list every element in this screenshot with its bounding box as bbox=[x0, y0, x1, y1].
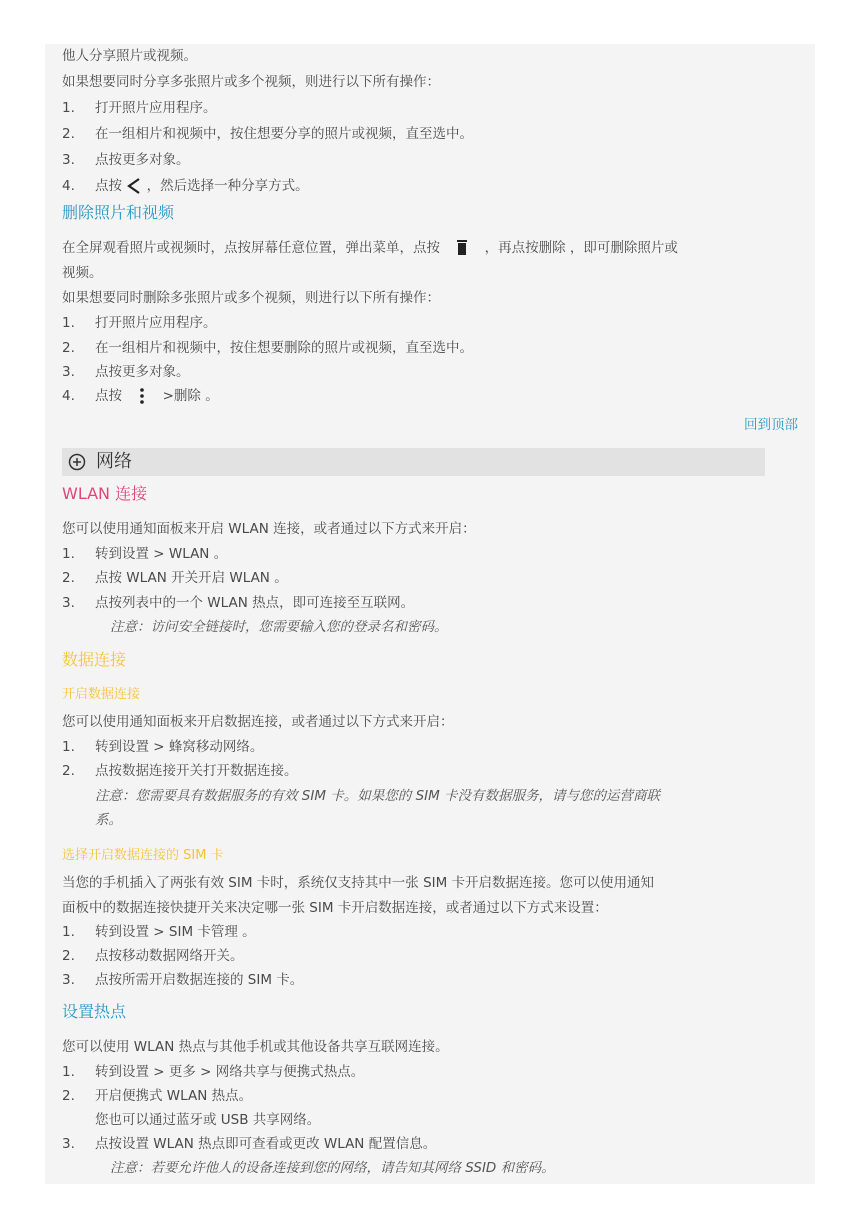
share-step-4-post: ，然后选择一种分享方式。 bbox=[146, 178, 309, 194]
delete-p1-a: 在全屏观看照片或视频时，点按屏幕任意位置，弹出菜单，点按 bbox=[62, 240, 440, 256]
data-step-num: 1. bbox=[62, 739, 75, 755]
data-connection-heading: 数据连接 bbox=[62, 650, 127, 669]
wlan-step-1: 转到设置 > WLAN 。 bbox=[95, 546, 228, 562]
delete-paragraph-line1 bbox=[62, 238, 678, 258]
data-note-line2: 系。 bbox=[95, 812, 122, 828]
data-step-2: 点按数据连接开关打开数据连接。 bbox=[95, 763, 298, 779]
share-step-2: 在一组相片和视频中，按住想要分享的照片或视频，直至选中。 bbox=[95, 126, 473, 142]
share-step-3: 点按更多对象。 bbox=[95, 152, 190, 168]
hotspot-step-2-sub: 您也可以通过蓝牙或 USB 共享网络。 bbox=[95, 1112, 321, 1128]
network-section-header[interactable] bbox=[62, 448, 765, 476]
expand-plus-icon[interactable] bbox=[68, 453, 86, 471]
delete-step-1: 打开照片应用程序。 bbox=[95, 315, 217, 331]
hotspot-intro: 您可以使用 WLAN 热点与其他手机或其他设备共享互联网连接。 bbox=[62, 1039, 449, 1055]
share-step-4 bbox=[95, 176, 309, 196]
share-text-line2: 如果想要同时分享多张照片或多个视频，则进行以下所有操作： bbox=[62, 74, 440, 90]
delete-step-3: 点按更多对象。 bbox=[95, 364, 190, 380]
data-connection-intro: 您可以使用通知面板来开启数据连接，或者通过以下方式来开启： bbox=[62, 714, 454, 730]
delete-step-num: 3. bbox=[62, 364, 75, 380]
share-icon bbox=[126, 177, 142, 195]
data-connection-subheading: 开启数据连接 bbox=[62, 687, 141, 702]
hotspot-step-num: 1. bbox=[62, 1064, 75, 1080]
wlan-note: 注意：访问安全链接时，您需要输入您的登录名和密码。 bbox=[110, 619, 448, 635]
share-step-num: 2. bbox=[62, 126, 75, 142]
sim-step-3: 点按所需开启数据连接的 SIM 卡。 bbox=[95, 972, 304, 988]
network-section-title: 网络 bbox=[96, 451, 132, 472]
sim-step-1: 转到设置 > SIM 卡管理 。 bbox=[95, 924, 256, 940]
hotspot-step-1: 转到设置 > 更多 > 网络共享与便携式热点。 bbox=[95, 1064, 365, 1080]
sim-step-num: 1. bbox=[62, 924, 75, 940]
delete-section-heading: 删除照片和视频 bbox=[62, 203, 175, 222]
delete-step-num: 2. bbox=[62, 340, 75, 356]
sim-select-subheading: 选择开启数据连接的 SIM 卡 bbox=[62, 848, 224, 863]
share-text-line1: 他人分享照片或视频。 bbox=[62, 48, 197, 64]
data-step-1: 转到设置 > 蜂窝移动网络。 bbox=[95, 739, 264, 755]
wlan-heading: WLAN 连接 bbox=[62, 484, 148, 503]
trash-icon bbox=[448, 239, 476, 257]
wlan-step-num: 2. bbox=[62, 570, 75, 586]
data-note-line1: 注意：您需要具有数据服务的有效 SIM 卡。如果您的 SIM 卡没有数据服务，请与您的运营商联 bbox=[95, 788, 661, 804]
delete-paragraph-line2: 视频。 bbox=[62, 265, 103, 281]
sim-step-2: 点按移动数据网络开关。 bbox=[95, 948, 244, 964]
delete-step-4 bbox=[95, 386, 219, 406]
delete-step-num: 1. bbox=[62, 315, 75, 331]
delete-step-4-post: >删除 。 bbox=[162, 388, 219, 404]
hotspot-heading: 设置热点 bbox=[62, 1002, 127, 1021]
delete-step-num: 4. bbox=[62, 388, 75, 404]
sim-step-num: 3. bbox=[62, 972, 75, 988]
hotspot-step-num: 2. bbox=[62, 1088, 75, 1104]
delete-paragraph-2: 如果想要同时删除多张照片或多个视频，则进行以下所有操作： bbox=[62, 290, 440, 306]
sim-step-num: 2. bbox=[62, 948, 75, 964]
share-step-4-pre: 点按 bbox=[95, 178, 122, 194]
more-vert-icon bbox=[130, 387, 154, 405]
data-step-num: 2. bbox=[62, 763, 75, 779]
wlan-step-2: 点按 WLAN 开关开启 WLAN 。 bbox=[95, 570, 288, 586]
hotspot-step-2: 开启便携式 WLAN 热点。 bbox=[95, 1088, 253, 1104]
share-step-1: 打开照片应用程序。 bbox=[95, 100, 217, 116]
wlan-step-3: 点按列表中的一个 WLAN 热点，即可连接至互联网。 bbox=[95, 595, 415, 611]
sim-paragraph-line2: 面板中的数据连接快捷开关来决定哪一张 SIM 卡开启数据连接，或者通过以下方式来设置： bbox=[62, 900, 608, 916]
sim-paragraph-line1: 当您的手机插入了两张有效 SIM 卡时，系统仅支持其中一张 SIM 卡开启数据连接。您可以使用通知 bbox=[62, 875, 655, 891]
hotspot-note: 注意：若要允许他人的设备连接到您的网络，请告知其网络 SSID 和密码。 bbox=[110, 1160, 555, 1176]
back-to-top-link[interactable]: 回到顶部 bbox=[744, 417, 798, 433]
delete-step-2: 在一组相片和视频中，按住想要删除的照片或视频，直至选中。 bbox=[95, 340, 473, 356]
share-step-num: 4. bbox=[62, 178, 75, 194]
wlan-step-num: 1. bbox=[62, 546, 75, 562]
hotspot-step-3: 点按设置 WLAN 热点即可查看或更改 WLAN 配置信息。 bbox=[95, 1136, 437, 1152]
share-step-num: 1. bbox=[62, 100, 75, 116]
wlan-intro: 您可以使用通知面板来开启 WLAN 连接，或者通过以下方式来开启： bbox=[62, 521, 476, 537]
share-step-num: 3. bbox=[62, 152, 75, 168]
wlan-step-num: 3. bbox=[62, 595, 75, 611]
delete-p1-b: ，再点按删除 ，即可删除照片或 bbox=[484, 240, 678, 256]
hotspot-step-num: 3. bbox=[62, 1136, 75, 1152]
delete-step-4-pre: 点按 bbox=[95, 388, 122, 404]
